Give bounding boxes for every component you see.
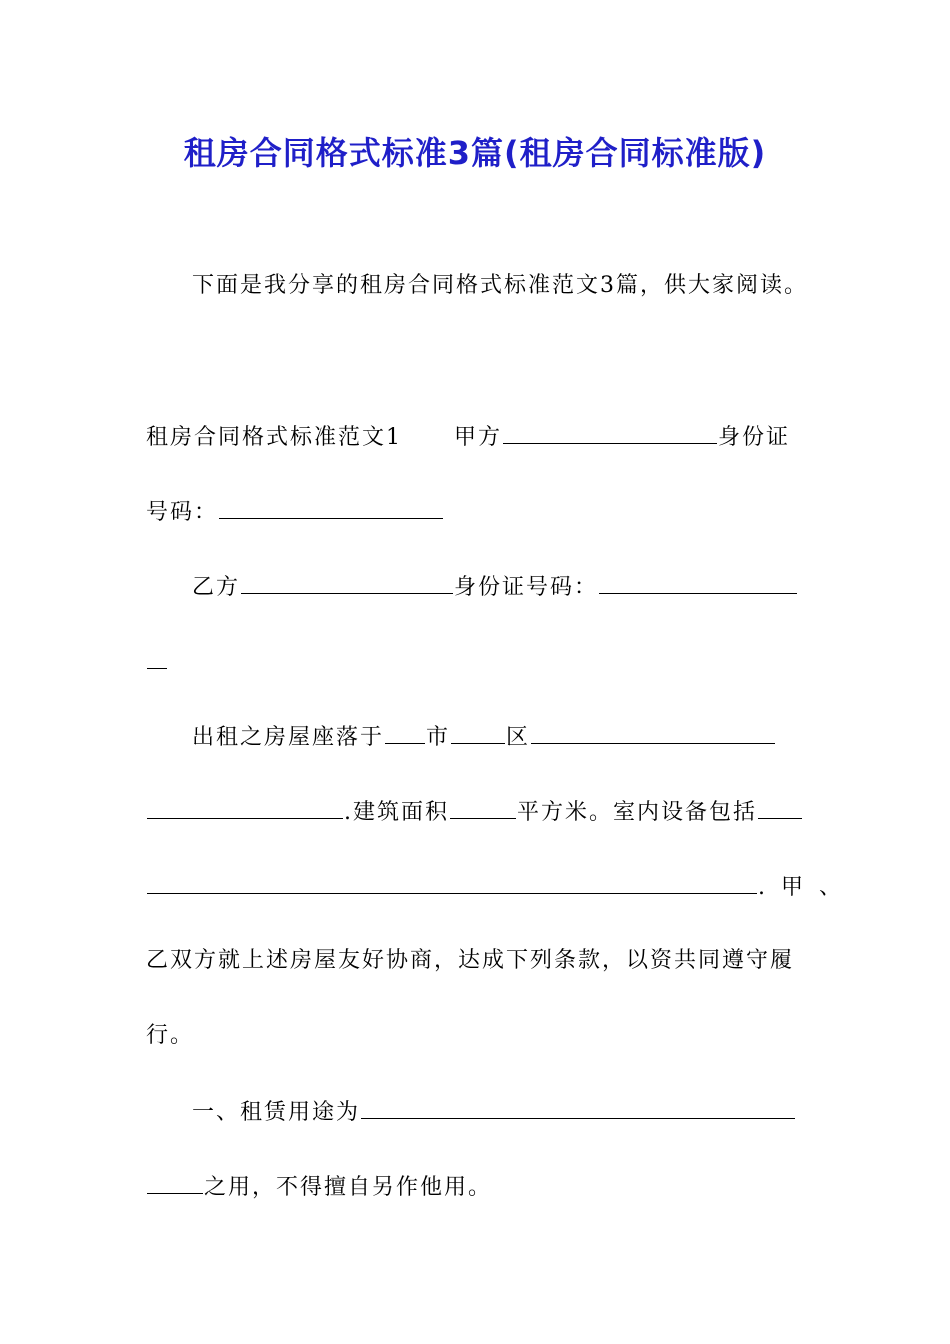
contract-line-3 xyxy=(192,571,798,603)
party-b-label: 乙方 xyxy=(192,575,241,600)
intro-paragraph: 下面是我分享的租房合同格式标准范文3篇，供大家阅读。 xyxy=(192,273,808,298)
contract-line-6 xyxy=(146,796,803,828)
contract-line-10 xyxy=(192,1096,796,1128)
id-card-label: 身份证 xyxy=(718,425,791,450)
party-b-id-label: 身份证号码： xyxy=(454,575,599,600)
document-title: 租房合同格式标准3篇(租房合同标准版) xyxy=(183,134,767,172)
party-ab-start: .甲、 xyxy=(758,875,857,900)
usage-label: 一、租赁用途为 xyxy=(192,1100,361,1125)
party-a-id-blank[interactable] xyxy=(219,496,443,519)
contract-line-11 xyxy=(146,1171,492,1203)
equipment-blank-cont[interactable] xyxy=(147,871,757,894)
party-b-id-blank[interactable] xyxy=(599,571,797,594)
sample-label: 租房合同格式标准范文1 xyxy=(146,425,402,450)
usage-blank-cont[interactable] xyxy=(147,1171,203,1194)
contract-line-7 xyxy=(146,871,857,903)
contract-line-1 xyxy=(146,421,790,453)
usage-blank[interactable] xyxy=(361,1096,795,1119)
contract-line-5 xyxy=(192,721,776,753)
contract-line-4 xyxy=(146,646,168,678)
location-label: 出租之房屋座落于 xyxy=(192,725,385,750)
district-blank[interactable] xyxy=(451,721,505,744)
address-blank[interactable] xyxy=(531,721,775,744)
equipment-blank[interactable] xyxy=(758,796,802,819)
party-a-name-blank[interactable] xyxy=(503,421,717,444)
contract-line-9: 行。 xyxy=(146,1023,195,1048)
contract-line-2 xyxy=(146,496,444,528)
city-label: 市 xyxy=(426,725,451,750)
district-label: 区 xyxy=(506,725,531,750)
contract-line-8: 乙双方就上述房屋友好协商，达成下列条款，以资共同遵守履 xyxy=(146,948,795,973)
city-blank[interactable] xyxy=(385,721,425,744)
party-b-id-blank-cont[interactable] xyxy=(147,646,167,669)
address-blank-cont[interactable] xyxy=(147,796,343,819)
area-label: .建筑面积 xyxy=(344,800,449,825)
party-a-label: 甲方 xyxy=(454,425,503,450)
equipment-label: 平方米。室内设备包括 xyxy=(517,800,758,825)
id-number-label: 号码： xyxy=(146,500,219,525)
party-b-name-blank[interactable] xyxy=(241,571,453,594)
usage-restriction: 之用，不得擅自另作他用。 xyxy=(204,1175,493,1200)
area-blank[interactable] xyxy=(450,796,516,819)
